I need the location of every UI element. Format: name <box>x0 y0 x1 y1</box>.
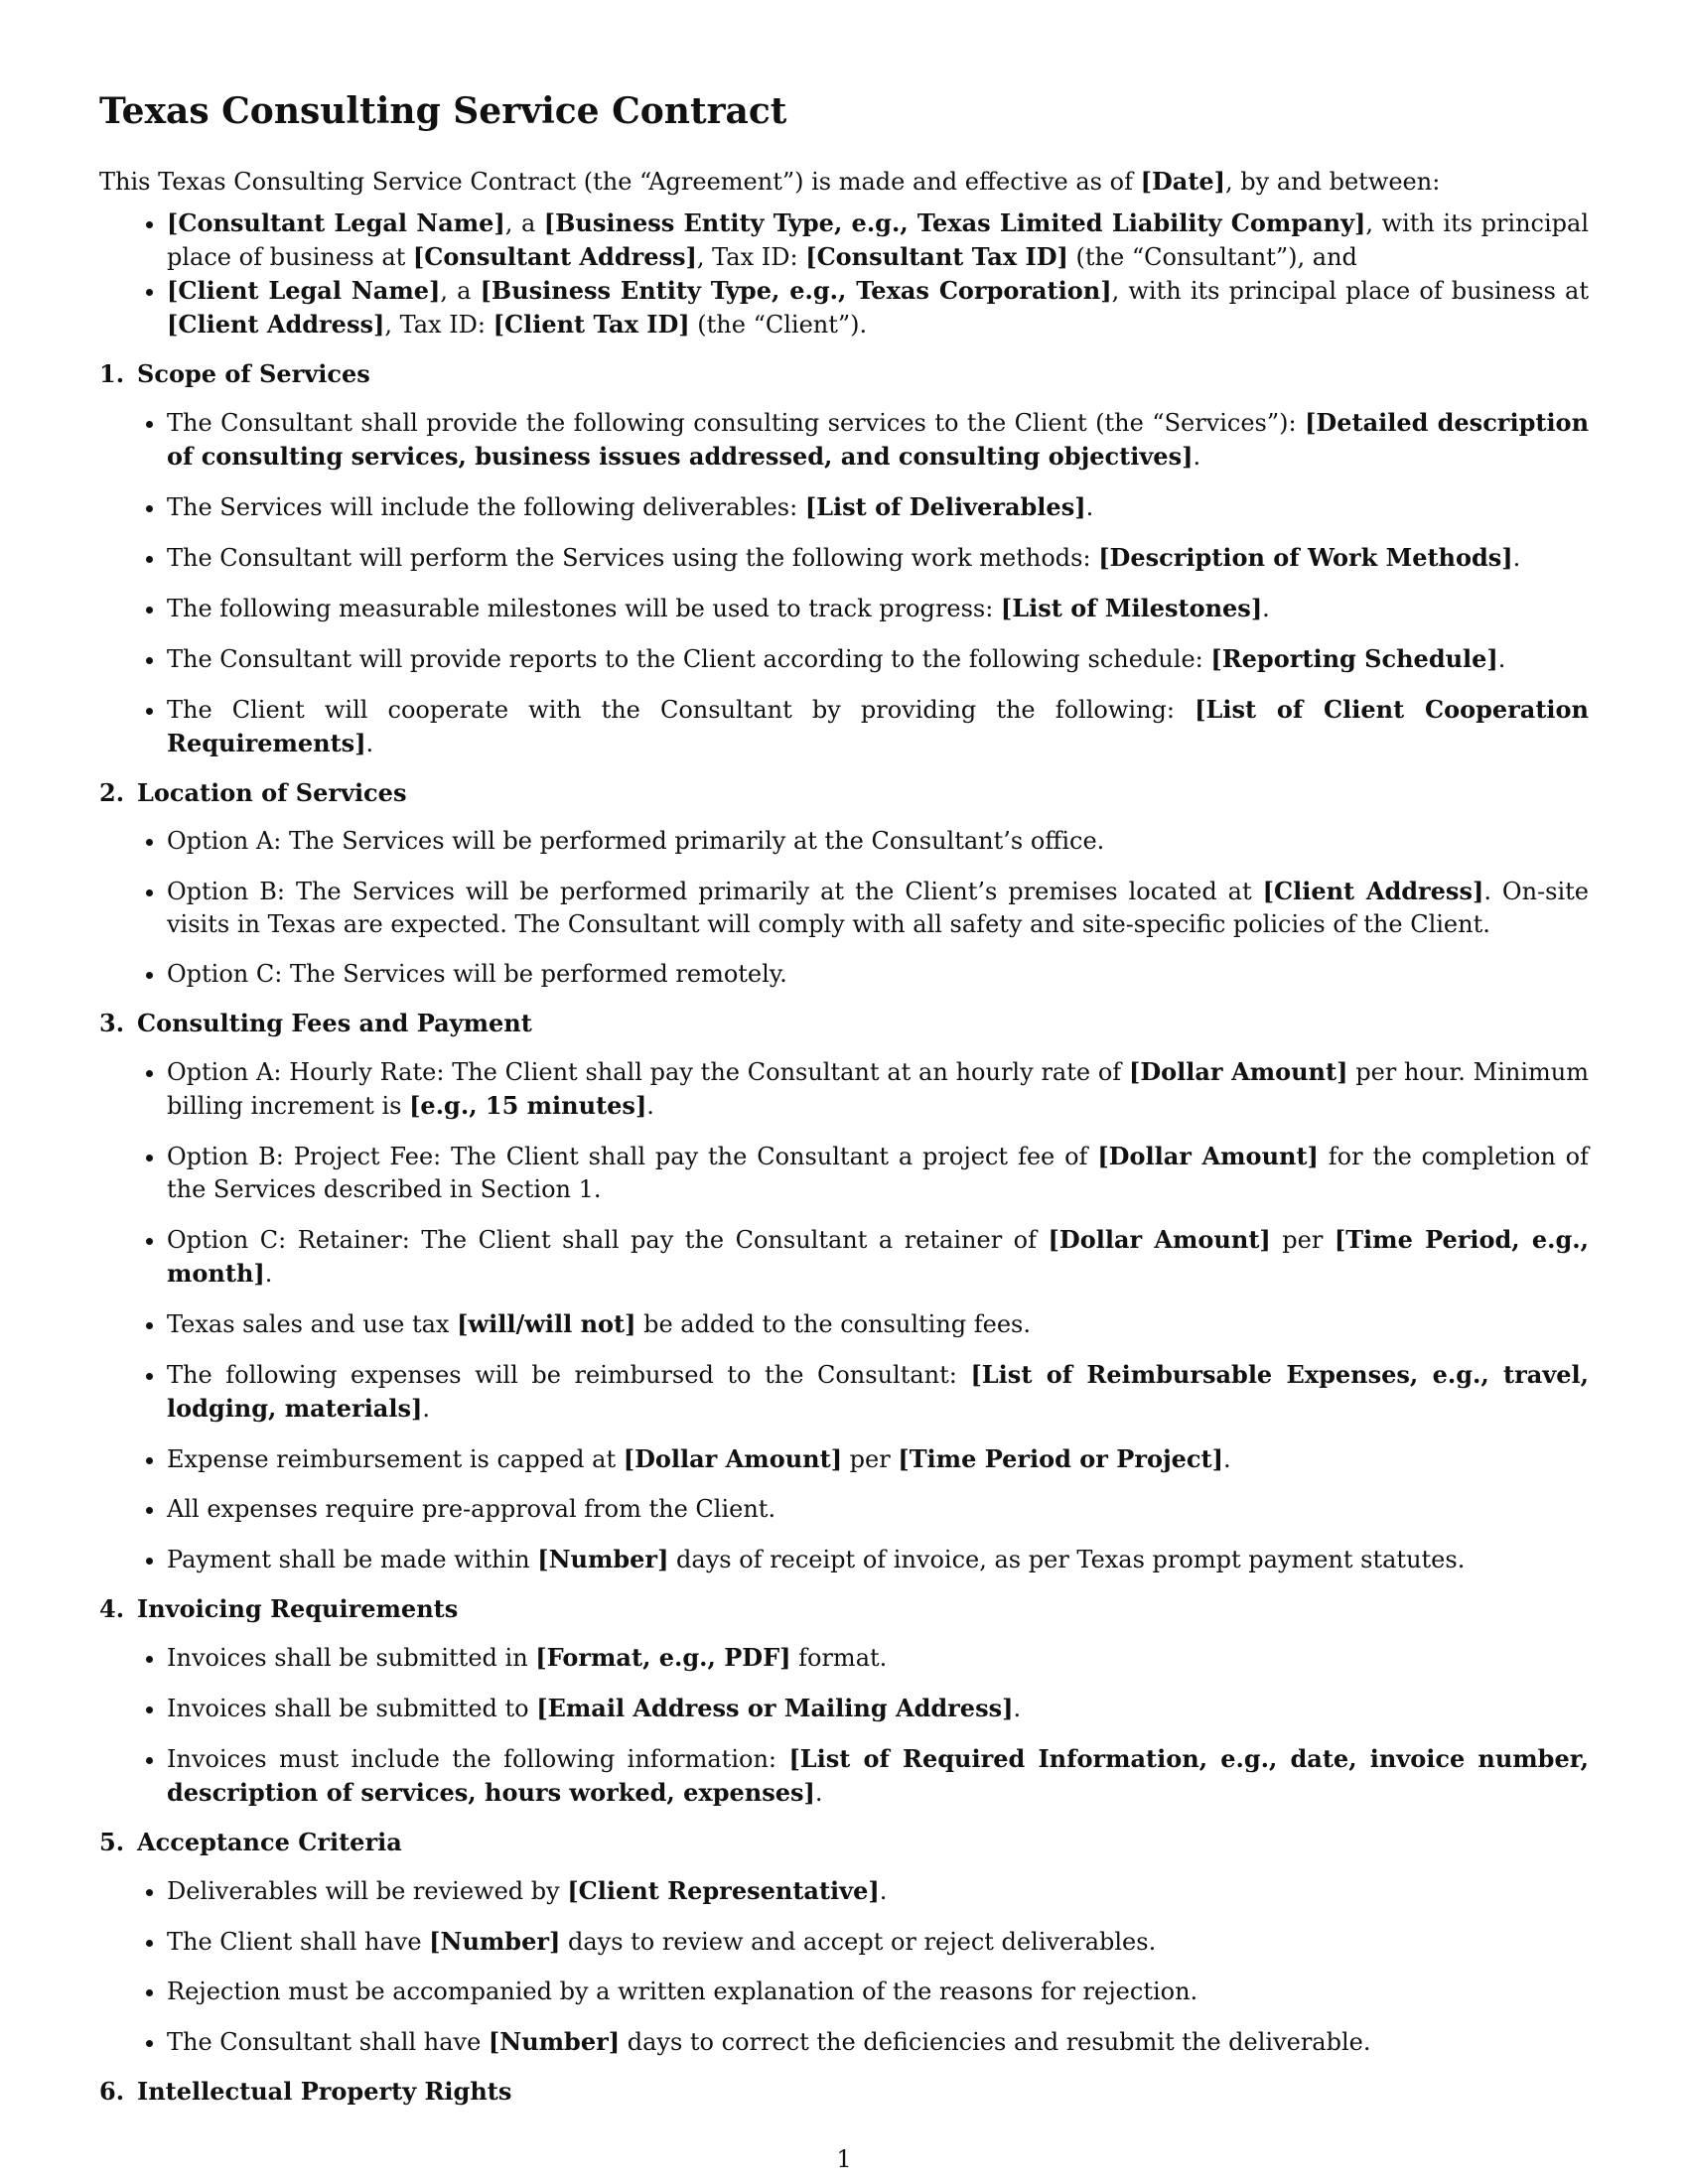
section-heading <box>99 1826 1589 1858</box>
text-run: All expenses require pre-approval from the Client. <box>167 1495 776 1523</box>
section-heading <box>99 776 1589 809</box>
text-run: , Tax ID: <box>384 311 493 339</box>
placeholder-field: [Time Period, e.g., month] <box>167 1225 1590 1288</box>
text-run: , Tax ID: <box>696 243 806 271</box>
list-item <box>167 1874 1589 1908</box>
text-run: The Client will cooperate with the Consultant by providing the following: <box>167 696 1196 724</box>
text-run: . <box>1013 1695 1022 1722</box>
list-item <box>167 490 1589 524</box>
text-run: . <box>879 1877 888 1905</box>
party-item <box>167 206 1589 274</box>
list-item <box>167 2025 1589 2059</box>
placeholder-field: [Consultant Address] <box>412 242 697 271</box>
text-run: . <box>1497 645 1506 673</box>
text-run: Invoices shall be submitted to <box>167 1695 537 1722</box>
section-heading <box>99 2075 1589 2108</box>
placeholder-field: [List of Reimbursable Expenses, e.g., travel, lodging, materials] <box>167 1360 1589 1423</box>
section-list <box>99 1055 1589 1576</box>
list-item <box>167 406 1589 474</box>
placeholder-field: [Dollar Amount] <box>1128 1057 1348 1086</box>
text-run: . <box>422 1395 430 1423</box>
list-item <box>167 1493 1589 1526</box>
section-title: Acceptance Criteria <box>137 1828 402 1856</box>
text-run: , a <box>440 277 481 305</box>
section-list <box>99 406 1589 760</box>
sections-container <box>99 357 1589 2108</box>
text-run: The Consultant shall have <box>167 2028 489 2056</box>
text-run: The Client shall have <box>167 1928 430 1956</box>
placeholder-field: [Client Address] <box>1262 877 1484 905</box>
list-item <box>167 1976 1589 2008</box>
parties-list <box>99 206 1589 341</box>
list-item <box>167 1358 1589 1426</box>
section-list <box>99 1874 1589 2059</box>
placeholder-field: [Reporting Schedule] <box>1210 644 1498 673</box>
placeholder-field: [Client Tax ID] <box>492 310 690 339</box>
text-run: Option C: Retainer: The Client shall pay the Consultant a retainer of <box>167 1226 1049 1254</box>
placeholder-field: [Business Entity Type, e.g., Texas Corporation] <box>480 276 1112 305</box>
text-run: . <box>264 1260 273 1288</box>
text-run: be added to the consulting fees. <box>635 1310 1031 1338</box>
placeholder-field: [Format, e.g., PDF] <box>535 1643 791 1672</box>
text-run: This Texas Consulting Service Contract (the “Agreement”) is made and effective as of <box>99 168 1141 196</box>
placeholder-field: [Business Entity Type, e.g., Texas Limited Liability Company] <box>543 208 1366 237</box>
text-run: , with its principal place of business at <box>1111 277 1589 305</box>
list-item <box>167 1055 1589 1123</box>
placeholder-field: [Date] <box>1140 167 1226 196</box>
placeholder-field: [Dollar Amount] <box>1097 1142 1319 1170</box>
text-run: The Consultant will perform the Services using the following work methods: <box>167 544 1099 572</box>
placeholder-field: [Consultant Legal Name] <box>167 208 505 237</box>
text-run: The Consultant will provide reports to the Client according to the following schedule: <box>167 645 1211 673</box>
list-item <box>167 875 1589 941</box>
text-run: . <box>1223 1445 1231 1473</box>
placeholder-field: [Client Legal Name] <box>167 276 441 305</box>
text-run: Texas sales and use tax <box>167 1310 458 1338</box>
text-run: Payment shall be made within <box>167 1546 538 1573</box>
placeholder-field: [Number] <box>537 1545 669 1573</box>
text-run: Deliverables will be reviewed by <box>167 1877 568 1905</box>
list-item <box>167 693 1589 760</box>
text-run: The following expenses will be reimbursed to the Consultant: <box>167 1361 971 1389</box>
list-item <box>167 1641 1589 1675</box>
text-run: days to review and accept or reject deliverables. <box>560 1928 1157 1956</box>
section-heading <box>99 1007 1589 1039</box>
list-item <box>167 958 1589 991</box>
placeholder-field: [will/will not] <box>457 1309 636 1338</box>
placeholder-field: [Number] <box>488 2027 621 2056</box>
page-number: 1 <box>836 2145 852 2173</box>
text-run: . <box>1262 595 1270 622</box>
text-run: . <box>646 1092 654 1120</box>
text-run: Rejection must be accompanied by a written explanation of the reasons for rejection. <box>167 1978 1198 2005</box>
placeholder-field: [Consultant Tax ID] <box>805 242 1068 271</box>
placeholder-field: [Client Representative] <box>567 1876 880 1905</box>
placeholder-field: [Dollar Amount] <box>1048 1225 1271 1254</box>
section-title: Consulting Fees and Payment <box>137 1009 532 1037</box>
text-run: . On-site visits in Texas are expected. The Consultant will comply with all safety and site-specific policies of the Client. <box>167 878 1590 938</box>
list-item <box>167 825 1589 858</box>
section-title: Invoicing Requirements <box>137 1594 459 1623</box>
text-run: days of receipt of invoice, as per Texas prompt payment statutes. <box>668 1546 1466 1573</box>
placeholder-field: [List of Required Information, e.g., date, invoice number, description of services, hours worked, expenses] <box>167 1744 1589 1807</box>
placeholder-field: [Number] <box>429 1927 561 1956</box>
text-run: format. <box>790 1644 888 1672</box>
intro-paragraph <box>99 165 1589 199</box>
list-item <box>167 1307 1589 1341</box>
placeholder-field: [List of Client Cooperation Requirements] <box>167 695 1589 757</box>
text-run: Option B: The Services will be performed primarily at the Client’s premises located at <box>167 878 1263 905</box>
section-number: 1. <box>99 359 125 388</box>
text-run: . <box>814 1779 823 1807</box>
text-run: Invoices must include the following information: <box>167 1745 789 1773</box>
text-run: The Consultant shall provide the following consulting services to the Client (the “Services”): <box>167 409 1306 437</box>
section-heading <box>99 1592 1589 1625</box>
text-run: . <box>1512 544 1521 572</box>
list-item <box>167 1925 1589 1959</box>
text-run: (the “Consultant”), and <box>1067 243 1357 271</box>
section-heading <box>99 357 1589 390</box>
placeholder-field: [List of Deliverables] <box>804 492 1086 521</box>
party-item <box>167 274 1589 341</box>
text-run: per <box>842 1445 899 1473</box>
section-number: 2. <box>99 778 125 807</box>
text-run: per <box>1270 1226 1335 1254</box>
text-run: . <box>365 730 374 757</box>
list-item <box>167 1442 1589 1476</box>
placeholder-field: [Time Period or Project] <box>898 1444 1223 1473</box>
list-item <box>167 1223 1589 1291</box>
section-number: 4. <box>99 1594 125 1623</box>
document-title: Texas Consulting Service Contract <box>99 90 787 132</box>
text-run: The Services will include the following deliverables: <box>167 493 805 521</box>
list-item <box>167 1543 1589 1576</box>
section-number: 5. <box>99 1828 125 1856</box>
text-run: days to correct the deficiencies and resubmit the deliverable. <box>620 2028 1371 2056</box>
text-run: , with its principal place of business at <box>167 209 1589 271</box>
text-run: for the completion of the Services described in Section 1. <box>167 1143 1589 1203</box>
text-run: Option A: Hourly Rate: The Client shall pay the Consultant at an hourly rate of <box>167 1058 1129 1086</box>
text-run: Option C: The Services will be performed remotely. <box>167 960 787 988</box>
placeholder-field: [Dollar Amount] <box>623 1444 843 1473</box>
section-title: Intellectual Property Rights <box>137 2077 512 2106</box>
text-run: Invoices shall be submitted in <box>167 1644 536 1672</box>
section-title: Scope of Services <box>137 359 370 388</box>
placeholder-field: [Detailed description of consulting services, business issues addressed, and consulting objectives] <box>167 408 1590 471</box>
text-run: The following measurable milestones will be used to track progress: <box>167 595 1001 622</box>
text-run: Option B: Project Fee: The Client shall pay the Consultant a project fee of <box>167 1143 1098 1170</box>
placeholder-field: [Client Address] <box>167 310 385 339</box>
list-item <box>167 1742 1589 1810</box>
section-number: 6. <box>99 2077 125 2106</box>
text-run: , a <box>504 209 544 237</box>
list-item <box>167 1140 1589 1206</box>
document-page <box>99 87 1589 2123</box>
placeholder-field: [Description of Work Methods] <box>1098 543 1513 572</box>
list-item <box>167 642 1589 676</box>
text-run: . <box>1193 443 1201 471</box>
text-run: Expense reimbursement is capped at <box>167 1445 624 1473</box>
list-item <box>167 541 1589 575</box>
text-run: , by and between: <box>1225 168 1441 196</box>
section-number: 3. <box>99 1009 125 1037</box>
placeholder-field: [e.g., 15 minutes] <box>409 1091 647 1120</box>
section-list <box>99 1641 1589 1810</box>
text-run: Option A: The Services will be performed primarily at the Consultant’s office. <box>167 827 1105 855</box>
placeholder-field: [Email Address or Mailing Address] <box>536 1694 1014 1722</box>
list-item <box>167 592 1589 625</box>
text-run: per hour. Minimum billing increment is <box>167 1058 1590 1120</box>
section-title: Location of Services <box>137 778 407 807</box>
text-run: . <box>1085 493 1094 521</box>
text-run: (the “Client”). <box>689 311 868 339</box>
section-list <box>99 825 1589 991</box>
placeholder-field: [List of Milestones] <box>1000 594 1263 622</box>
list-item <box>167 1692 1589 1725</box>
